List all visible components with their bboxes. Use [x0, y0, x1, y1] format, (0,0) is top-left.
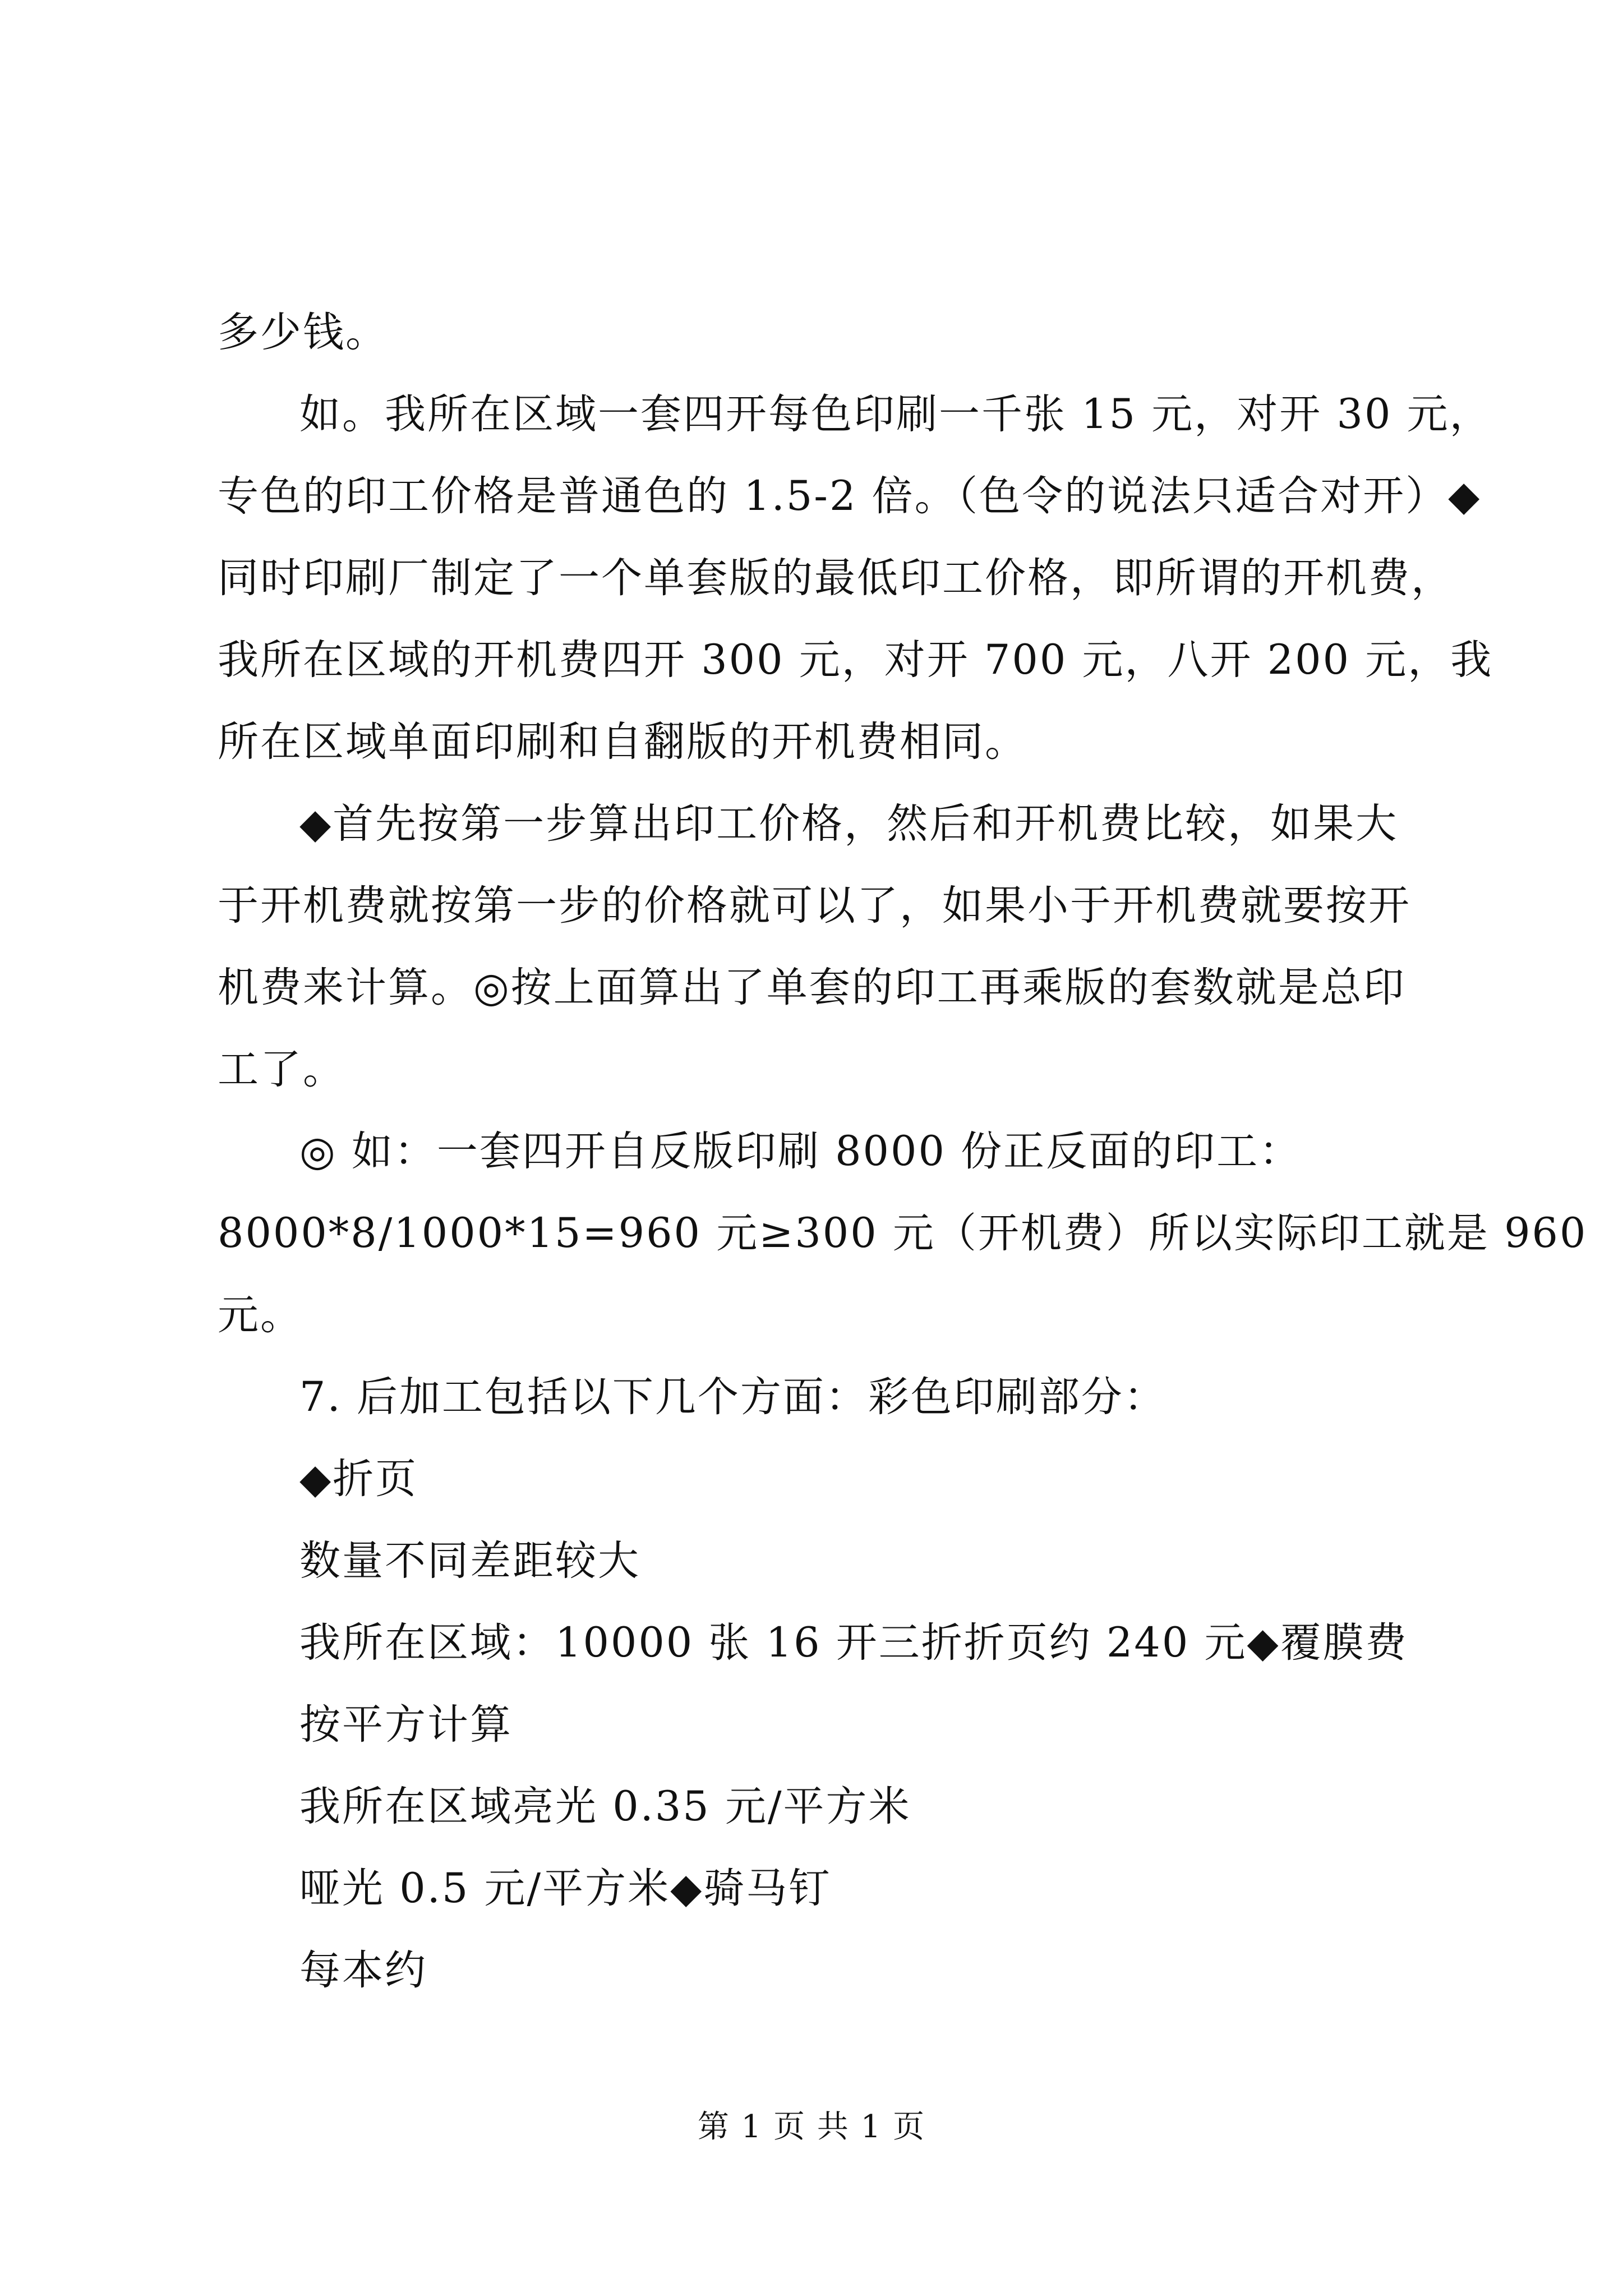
text-line: 我所在区域亮光 0.35 元/平方米	[299, 1783, 911, 1830]
text-line: 8000*8/1000*15=960 元≥300 元（开机费）所以实际印工就是 960	[218, 1209, 1588, 1257]
text-line: 机费来计算。◎按上面算出了单套的印工再乘版的套数就是总印	[218, 964, 1406, 1011]
text-line: 哑光 0.5 元/平方米◆骑马钉	[299, 1865, 832, 1912]
text-line: 工了。	[218, 1046, 345, 1093]
text-line: 我所在区域：10000 张 16 开三折折页约 240 元◆覆膜费	[299, 1619, 1408, 1667]
text-line: 专色的印工价格是普通色的 1.5-2 倍。（色令的说法只适合对开）◆	[218, 472, 1482, 520]
text-line: 同时印刷厂制定了一个单套版的最低印工价格，即所谓的开机费，	[218, 554, 1454, 602]
text-line: 7. 后加工包括以下几个方面：彩色印刷部分：	[299, 1373, 1166, 1421]
text-line: 每本约	[299, 1947, 427, 1994]
text-line: 元。	[218, 1291, 303, 1339]
text-line: 数量不同差距较大	[299, 1537, 640, 1585]
text-line: 多少钱。	[218, 309, 388, 356]
text-line: 如。我所在区域一套四开每色印刷一千张 15 元，对开 30 元，	[299, 390, 1492, 438]
document-body	[218, 292, 1588, 2012]
text-line: 所在区域单面印刷和自翻版的开机费相同。	[218, 718, 1027, 766]
text-line: 于开机费就按第一步的价格就可以了，如果小于开机费就要按开	[218, 882, 1411, 930]
text-line: 按平方计算	[299, 1701, 513, 1749]
text-line: ◆折页	[299, 1455, 418, 1503]
text-line: 我所在区域的开机费四开 300 元，对开 700 元，八开 200 元，我	[218, 636, 1493, 684]
text-line: ◎ 如：一套四开自反版印刷 8000 份正反面的印工：	[299, 1128, 1302, 1175]
page-footer: 第 1 页 共 1 页	[697, 2109, 926, 2145]
text-line: ◆首先按第一步算出印工价格，然后和开机费比较，如果大	[299, 800, 1399, 848]
